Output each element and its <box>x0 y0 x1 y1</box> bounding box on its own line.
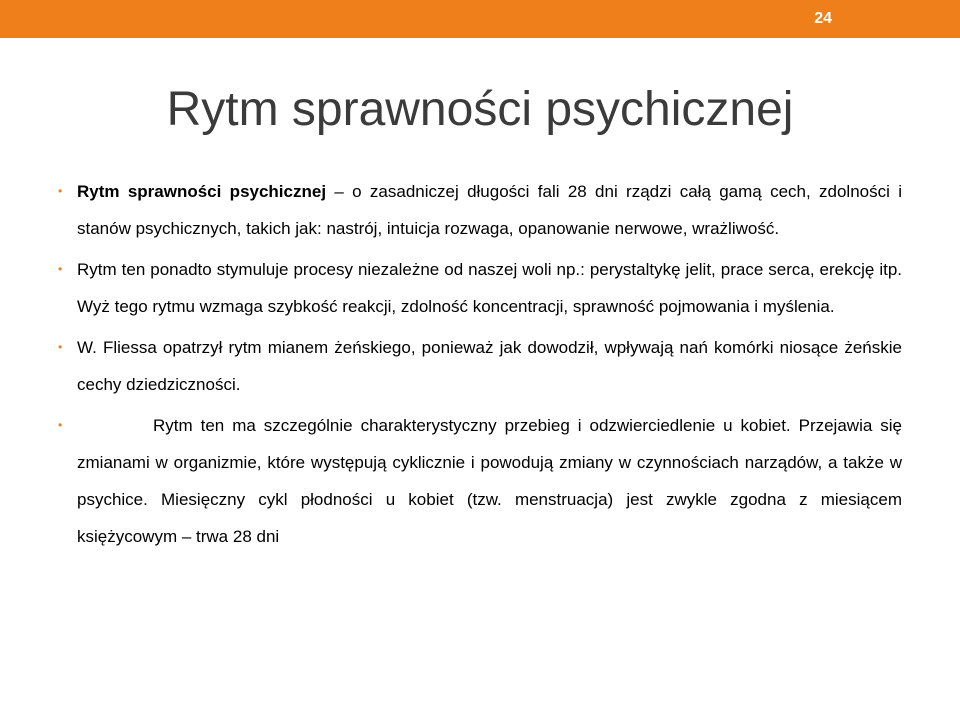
bullet-text: W. Fliessa opatrzył rytm mianem żeńskiego, ponieważ jak dowodził, wpływają nań komórki niosące żeńskie cechy dziedziczności. <box>77 338 902 394</box>
bullet-dot-icon: • <box>58 184 63 198</box>
bullet-dot-icon: • <box>58 418 63 432</box>
bullet-list <box>58 173 902 555</box>
bullet-text: – o zasadniczej długości fali 28 dni rządzi całą gamą cech, zdolności i stanów psychicznych, takich jak: nastrój, intuicja rozwaga, opanowanie nerwowe, wrażliwość. <box>77 182 902 238</box>
slide-number: 24 <box>814 10 832 27</box>
bullet-dot-icon: • <box>58 340 63 354</box>
bullet-item-3 <box>58 329 902 403</box>
bullet-lead: Rytm sprawności psychicznej <box>77 182 327 201</box>
bullet-dot-icon: • <box>58 262 63 276</box>
bullet-text: Rytm ten ponadto stymuluje procesy niezależne od naszej woli np.: perystaltykę jelit, prace serca, erekcję itp. Wyż tego rytmu wzmaga szybkość reakcji, zdolność koncentracji, sprawność pojmowania i myślenia. <box>77 260 902 316</box>
top-accent-bar <box>0 0 960 38</box>
bullet-text: Rytm ten ma szczególnie charakterystyczny przebieg i odzwierciedlenie u kobiet. Przejawia się zmianami w organizmie, które występują cyklicznie i powodują zmiany w czynnościach narządów, a także w psychice. Miesięczny cykl płodności u kobiet (tzw. menstruacja) jest zwykle zgodna z miesiącem księżycowym – trwa 28 dni <box>77 416 902 546</box>
slide-title: Rytm sprawności psychicznej <box>166 83 794 136</box>
bullet-item-1 <box>58 173 902 247</box>
bullet-item-2 <box>58 251 902 325</box>
bullet-item-4 <box>58 407 902 555</box>
slide-content <box>58 173 902 559</box>
